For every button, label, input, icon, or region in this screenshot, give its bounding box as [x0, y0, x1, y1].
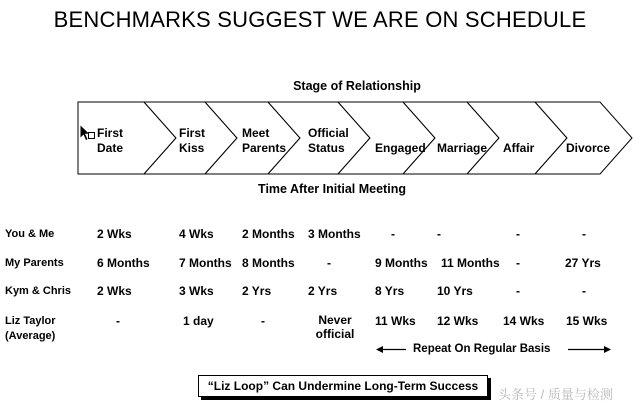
callout-box: “Liz Loop” Can Undermine Long-Term Success [198, 375, 488, 397]
table-cell: 3 Wks [179, 284, 214, 298]
table-cell: 10 Yrs [437, 284, 473, 298]
row-label-you-and-me: You & Me [5, 228, 55, 240]
table-cell: 9 Months [375, 256, 428, 270]
table-cell: - [116, 314, 120, 328]
table-cell: - [516, 227, 520, 241]
repeat-note: Repeat On Regular Basis [413, 343, 551, 355]
stage-engaged: Engaged [375, 141, 426, 155]
table-cell: 3 Months [308, 227, 361, 241]
table-cell: 2 Yrs [242, 284, 272, 298]
table-cell: 12 Wks [437, 314, 479, 328]
page-title: BENCHMARKS SUGGEST WE ARE ON SCHEDULE [53, 7, 587, 32]
stage-first-date: First Date [97, 126, 124, 155]
row-label-kym-and-chris: Kym & Chris [5, 285, 72, 297]
table-cell: - [516, 256, 520, 270]
table-cell: 7 Months [179, 256, 232, 270]
table-cell: - [516, 284, 520, 298]
row-label-liz-taylor: Liz Taylor (Average) [5, 315, 56, 342]
table-cell: 6 Months [97, 256, 150, 270]
table-cell: - [437, 227, 441, 241]
stage-affair: Affair [503, 141, 535, 155]
time-heading: Time After Initial Meeting [258, 182, 406, 196]
table-cell: 8 Yrs [375, 284, 405, 298]
table-cell: 8 Months [242, 256, 295, 270]
stage-first-kiss: First Kiss [179, 126, 206, 155]
table-cell: Never official [315, 313, 355, 341]
table-cell: 2 Months [242, 227, 295, 241]
table-cell: - [391, 227, 395, 241]
table-cell: 27 Yrs [565, 256, 601, 270]
stage-heading: Stage of Relationship [293, 79, 421, 93]
table-cell: 4 Wks [179, 227, 214, 241]
table-cell: 1 day [183, 314, 214, 328]
row-label-my-parents: My Parents [5, 257, 64, 269]
table-cell: 2 Wks [97, 284, 132, 298]
table-cell: 2 Yrs [308, 284, 338, 298]
stage-meet-parents: Meet Parents [242, 126, 287, 155]
watermark: 头条号 / 质量与检测 [498, 387, 613, 402]
table-cell: 2 Wks [97, 227, 132, 241]
table-cell: 14 Wks [503, 314, 545, 328]
table-cell: 11 Wks [375, 314, 416, 328]
stage-marriage: Marriage [437, 141, 488, 155]
stage-divorce: Divorce [566, 141, 611, 155]
table-cell: - [327, 256, 331, 270]
table-cell: - [582, 227, 586, 241]
table-cell: - [261, 314, 265, 328]
table-cell: - [582, 284, 586, 298]
table-cell: 15 Wks [566, 314, 608, 328]
stage-official-status: Official Status [308, 126, 349, 155]
table-cell: 11 Months [441, 256, 500, 270]
